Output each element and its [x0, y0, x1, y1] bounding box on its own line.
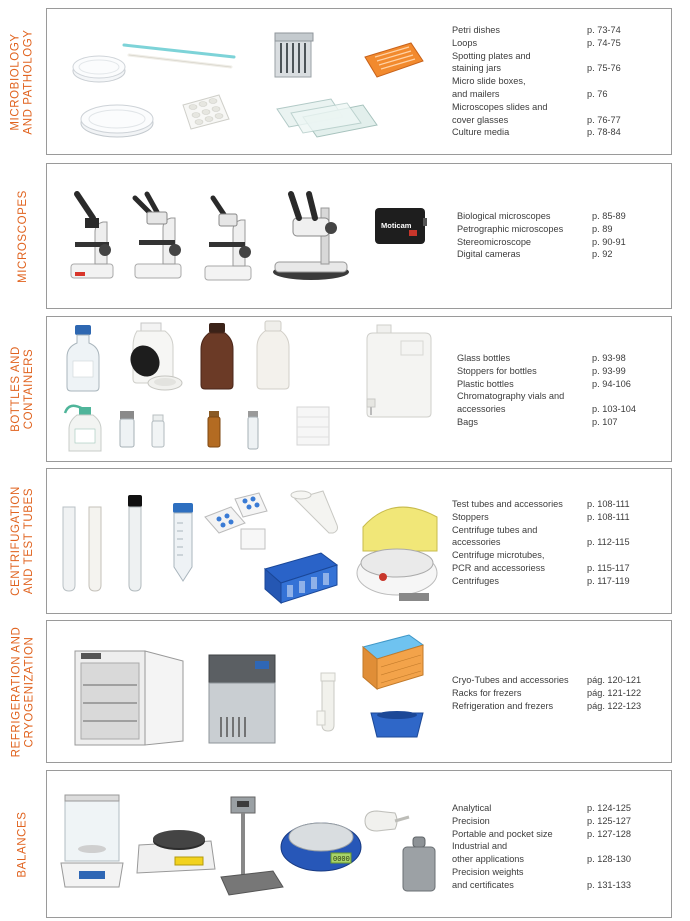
title-line: CENTRIFUGATION: [10, 486, 22, 596]
entry-page: p. 94-106: [592, 378, 631, 389]
entry-label: PCR and accessoriess: [452, 562, 545, 573]
vial-image: [149, 413, 167, 449]
entry-label: Stoppers for bottles: [457, 365, 537, 376]
toc-entry[interactable]: [457, 352, 636, 365]
section-toc: [452, 674, 641, 712]
entry-label: Petrographic microscopes: [457, 223, 564, 234]
title-line: AND PATHOLOGY: [23, 28, 36, 135]
entry-label: Refrigeration and frezers: [452, 700, 554, 711]
centrifuge-image: [353, 497, 443, 607]
entry-page: p. 92: [592, 249, 613, 260]
entry-page: p. 75-76: [587, 63, 621, 74]
entry-label: Stoppers: [452, 511, 489, 522]
entry-label: Petri dishes: [452, 25, 501, 35]
toc-entry[interactable]: [452, 687, 641, 700]
toc-entry[interactable]: [452, 549, 630, 575]
section-toc: [452, 24, 621, 139]
blue-tube-rack-image: [261, 547, 341, 607]
section-toc: [457, 352, 636, 429]
entry-label: staining jars: [452, 63, 502, 74]
title-line: CRYOGENIZATION: [23, 636, 35, 747]
tube-rack-box-image: [201, 489, 271, 553]
section-title-refrigeration: [0, 620, 46, 763]
entry-label: Spotting plates and: [452, 50, 531, 61]
entry-label: Loops: [452, 37, 478, 48]
entry-page: p. 131-133: [587, 879, 631, 890]
entry-page: p. 112-115: [587, 537, 630, 548]
section-box: [46, 468, 672, 614]
entry-page: p. 117-119: [587, 575, 630, 586]
entry-label: Precision: [452, 815, 490, 826]
entry-page: p. 90-91: [592, 236, 626, 247]
toc-entry[interactable]: [457, 416, 636, 429]
centrifuge-tube-image: [169, 501, 197, 583]
entry-page: p. 74-75: [587, 37, 621, 48]
amber-bottle-image: [197, 321, 237, 391]
entry-label: Cryo-Tubes and accessories: [452, 675, 569, 685]
entry-page: pág. 120-121: [587, 675, 642, 685]
toc-entry[interactable]: [457, 365, 636, 378]
sample-bags-image: [293, 403, 333, 449]
entry-label: Bags: [457, 416, 478, 427]
section-title-microbiology: [0, 8, 46, 155]
entry-label: Micro slide boxes,: [452, 76, 526, 87]
entry-label: Centrifuge microtubes,: [452, 550, 545, 561]
wash-bottle-image: [59, 399, 109, 455]
title-line: CONTAINERS: [23, 348, 35, 430]
entry-label: Digital cameras: [457, 249, 521, 260]
freezer-rack-image: [365, 701, 429, 745]
toc-entry[interactable]: [452, 511, 630, 524]
toc-entry[interactable]: [457, 248, 626, 261]
toc-entry[interactable]: [452, 50, 621, 76]
toc-entry[interactable]: [452, 37, 621, 50]
entry-label: Racks for frezers: [452, 687, 522, 698]
entry-page: p. 115-117: [587, 562, 630, 573]
section-bottles: [0, 316, 690, 462]
entry-label: cover glasses: [452, 114, 509, 125]
microscope-image: [125, 188, 189, 284]
jerrycan-image: [361, 323, 437, 421]
entry-label: Precision weights: [452, 866, 524, 877]
toc-entry[interactable]: [452, 802, 631, 815]
spotting-plate-image: [179, 91, 231, 133]
entry-page: pág. 122-123: [587, 700, 642, 711]
precision-weight-image: [399, 835, 439, 895]
toc-entry[interactable]: [452, 828, 631, 841]
title-line: AND TEST TUBES: [23, 487, 35, 595]
entry-page: p. 73-74: [587, 25, 621, 35]
test-tubes-image: [57, 503, 109, 595]
entry-page: p. 93-99: [592, 365, 626, 376]
section-refrigeration: [0, 620, 690, 763]
toc-entry[interactable]: [457, 236, 626, 249]
toc-entry[interactable]: [452, 101, 621, 127]
entry-label: Analytical: [452, 803, 492, 813]
title-line: REFRIGERATION AND: [10, 626, 22, 757]
section-balances: [0, 770, 690, 918]
title-line: BALANCES: [16, 810, 29, 878]
entry-label: Portable and pocket size: [452, 828, 553, 839]
toc-entry[interactable]: [452, 126, 621, 139]
title-line: BOTTLES AND: [10, 346, 22, 432]
slide-box-image: [361, 39, 427, 83]
entry-label: Test tubes and accessories: [452, 499, 563, 509]
laboratory-fridge-image: [71, 645, 189, 749]
entry-label: Glass bottles: [457, 353, 511, 363]
stoppered-tube-image: [123, 493, 147, 593]
section-title-bottles: [0, 316, 46, 462]
inoculation-loops-image: [119, 37, 239, 77]
bottle-stopper-image: [145, 373, 185, 393]
entry-label: accessories: [452, 537, 501, 548]
entry-page: p. 108-111: [587, 511, 630, 522]
entry-page: pág. 121-122: [587, 687, 642, 698]
entry-label: Industrial and: [452, 841, 508, 852]
vial-image: [117, 409, 137, 449]
section-toc: [452, 802, 631, 892]
entry-label: Chromatography vials and: [457, 391, 565, 402]
cryo-box-image: [359, 631, 429, 691]
entry-page: p. 127-128: [587, 828, 631, 839]
entry-label: other applications: [452, 854, 525, 865]
toc-entry[interactable]: [457, 223, 626, 236]
entry-page: p. 124-125: [587, 803, 631, 813]
section-title-centrifugation: [0, 468, 46, 614]
toc-entry[interactable]: [452, 524, 630, 550]
toc-entry[interactable]: [457, 378, 636, 391]
toc-entry[interactable]: [452, 700, 641, 713]
entry-label: and certificates: [452, 879, 514, 890]
section-microscopes: [0, 163, 690, 309]
entry-page: p. 85-89: [592, 211, 626, 221]
title-line: MICROSCOPES: [16, 189, 29, 283]
entry-label: Plastic bottles: [457, 378, 514, 389]
glass-bottle-image: [63, 323, 103, 393]
digital-camera-image: [373, 204, 429, 246]
entry-label: Stereomicroscope: [457, 236, 532, 247]
microscope-slides-image: [273, 95, 383, 141]
toc-entry[interactable]: [452, 840, 631, 866]
microscope-image: [197, 192, 259, 286]
entry-label: Centrifuge tubes and: [452, 524, 538, 535]
entry-page: p. 128-130: [587, 854, 631, 865]
scale-display-text: 0000: [333, 856, 350, 864]
section-title-balances: [0, 770, 46, 918]
entry-page: p. 76: [587, 88, 608, 99]
section-box: [46, 770, 672, 918]
precision-balance-image: [131, 811, 219, 881]
petri-dish-image: [77, 101, 157, 141]
toc-entry[interactable]: [457, 390, 636, 416]
cryo-tube-image: [313, 671, 343, 733]
toc-entry[interactable]: [452, 866, 631, 892]
section-toc: [452, 498, 630, 588]
toc-entry[interactable]: [452, 498, 630, 511]
amber-vial-image: [205, 409, 223, 449]
toc-entry[interactable]: [452, 674, 641, 687]
section-box: [46, 8, 672, 155]
entry-label: and mailers: [452, 88, 500, 99]
entry-page: p. 108-111: [587, 499, 630, 509]
title-line: MICROBIOLOGY: [10, 32, 23, 131]
entry-page: p. 93-98: [592, 353, 626, 363]
entry-label: Culture media: [452, 127, 510, 138]
plastic-bottle-image: [253, 319, 293, 391]
toc-entry[interactable]: [452, 75, 621, 101]
section-box: [46, 620, 672, 763]
toc-entry[interactable]: [457, 210, 626, 223]
section-toc: [457, 210, 626, 261]
entry-page: p. 107: [592, 416, 618, 427]
ice-maker-image: [205, 651, 279, 747]
entry-page: p. 76-77: [587, 114, 621, 125]
entry-label: accessories: [457, 404, 506, 415]
entry-label: Microscopes slides and: [452, 101, 548, 112]
toc-entry[interactable]: [452, 815, 631, 828]
toc-entry[interactable]: [452, 24, 621, 37]
analytical-balance-image: [57, 791, 127, 891]
scoop-image: [361, 807, 411, 835]
microscope-image: [61, 188, 121, 284]
entry-page: p. 89: [592, 223, 613, 234]
section-box: [46, 163, 672, 309]
section-title-microscopes: [0, 163, 46, 309]
camera-brand-text: Moticam: [381, 221, 412, 230]
stereomicroscope-image: [269, 184, 353, 284]
section-box: [46, 316, 672, 462]
section-microbiology: [0, 8, 690, 155]
section-centrifugation: [0, 468, 690, 614]
portable-scale-image: [277, 807, 367, 877]
entry-label: Biological microscopes: [457, 211, 551, 221]
entry-page: p. 103-104: [592, 404, 636, 415]
entry-page: p. 125-127: [587, 815, 631, 826]
chromatography-vial-image: [245, 409, 261, 451]
staining-jar-image: [271, 29, 317, 81]
entry-page: p. 78-84: [587, 127, 621, 138]
entry-label: Centrifuges: [452, 575, 499, 586]
microtube-image: [287, 485, 347, 545]
toc-entry[interactable]: [452, 575, 630, 588]
